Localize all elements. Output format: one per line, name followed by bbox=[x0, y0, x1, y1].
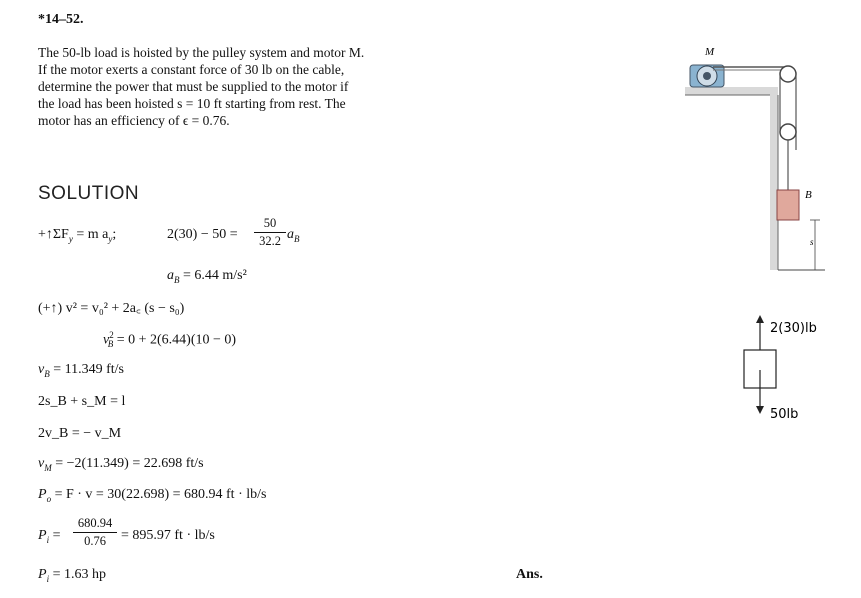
top-pulley bbox=[780, 66, 796, 82]
answer-label: Ans. bbox=[516, 567, 543, 582]
statement-line-4: the load has been hoisted s = 10 ft starting from rest. The bbox=[38, 96, 346, 111]
problem-number: *14–52. bbox=[38, 12, 84, 27]
equation-2: $a_B = 6.44$ m/s² bbox=[167, 268, 247, 285]
fraction-denominator: 0.76 bbox=[84, 534, 106, 548]
motor-label: M bbox=[705, 46, 715, 58]
solution-heading: SOLUTION bbox=[38, 183, 140, 204]
fbd-bottom-force-label: 50lb bbox=[770, 407, 799, 422]
statement-line-1: The 50-lb load is hoisted by the pulley system and motor M. bbox=[38, 45, 365, 60]
wall bbox=[770, 95, 778, 270]
load-block bbox=[777, 190, 799, 220]
fbd-top-force-label: 2(30)lb bbox=[770, 321, 817, 336]
equation-10-label: $P_i$ = bbox=[38, 528, 61, 545]
equation-1-fraction bbox=[254, 216, 286, 249]
free-body-diagram bbox=[732, 312, 852, 422]
statement-line-3: determine the power that must be supplied to the motor if bbox=[38, 79, 349, 94]
motor-platform bbox=[685, 87, 778, 95]
equation-7: 2v_B = − v_M bbox=[38, 426, 122, 441]
s-label: s bbox=[810, 237, 814, 247]
equation-11-final: $P_i = 1.63$ hp bbox=[38, 567, 106, 584]
lower-pulley bbox=[780, 124, 796, 140]
equation-1-suffix: $a_B$ bbox=[287, 227, 300, 244]
load-label: B bbox=[805, 189, 812, 201]
equation-8: $v_M = -2(11.349) = 22.698$ ft/s bbox=[38, 456, 204, 473]
pulley-system-diagram bbox=[685, 40, 845, 280]
equation-4: $v^2_B = 0 + 2(6.44)(10 - 0)$ bbox=[103, 330, 237, 350]
statement-line-5: motor has an efficiency of ϵ = 0.76. bbox=[38, 113, 230, 128]
statement-line-2: If the motor exerts a constant force of 30 lb on the cable, bbox=[38, 62, 345, 77]
equation-6: 2s_B + s_M = l bbox=[38, 394, 126, 409]
fraction-numerator: 680.94 bbox=[77, 516, 113, 530]
equation-5: $v_B = 11.349$ ft/s bbox=[38, 362, 124, 379]
equation-3: (+↑) v² = v₀² + 2a꜀ (s − s₀) bbox=[38, 301, 185, 316]
equation-9: $P_o = F \cdot v = 30(22.698) = 680.94$ ft · lb/s bbox=[38, 487, 267, 504]
equation-10-result: = 895.97 ft · lb/s bbox=[121, 528, 215, 543]
equation-1-label: $+↑\Sigma F_y = m$ $a_y$; bbox=[38, 227, 117, 244]
fraction-denominator: 32.2 bbox=[259, 234, 281, 248]
fraction-numerator: 50 bbox=[263, 216, 277, 230]
equation-10-fraction bbox=[73, 516, 117, 549]
equation-1-left: 2(30) − 50 = bbox=[167, 227, 238, 242]
motor bbox=[690, 65, 724, 87]
